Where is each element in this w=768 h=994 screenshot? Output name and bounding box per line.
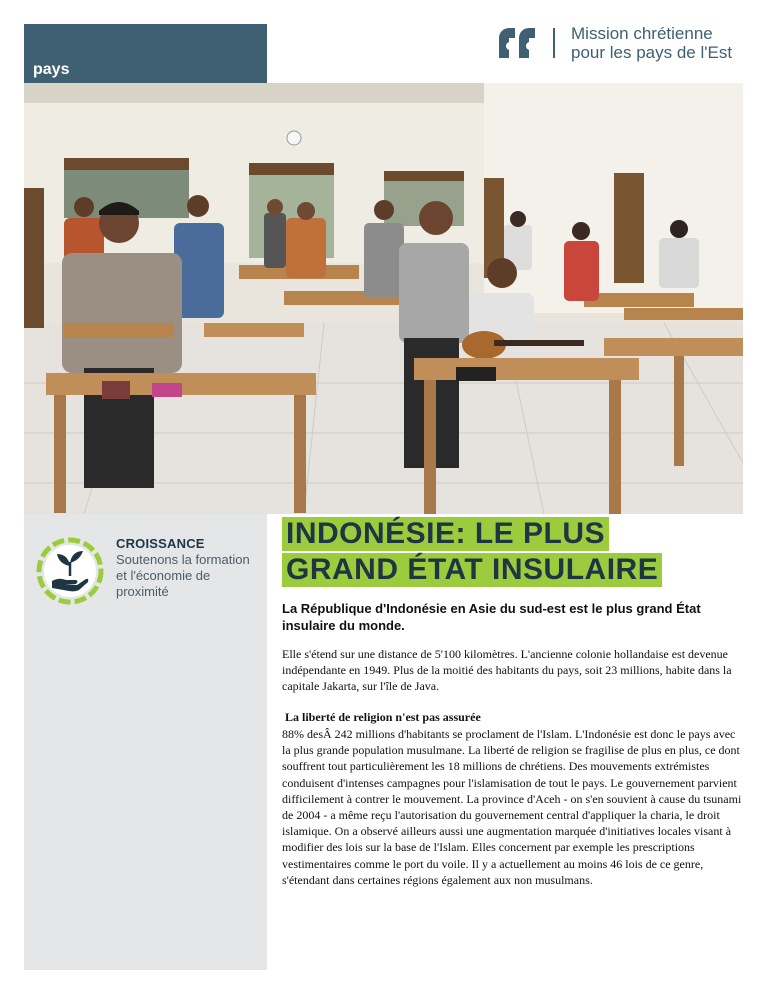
logo-mark-icon xyxy=(497,26,539,60)
article-section-title: La liberté de religion n'est pas assurée xyxy=(285,710,481,724)
logo-separator xyxy=(553,28,555,58)
category-label: pays xyxy=(33,61,70,78)
article-paragraph-2: 88% desÂ 242 millions d'habitants se proclament de l'Islam. L'Indonésie est donc le pays avec la plus grande population musulmane. La liberté de religion se fragilise de plus en plus, ce dont souffrent tout particulièrement les 18 millions de chrétiens. Des mouvements extrémistes conduisent d'intenses campagnes pour l'islamisation de tout le pays. Le gouvernement parvient difficilement à contrer le mouvement. La province d'Aceh - on s'en souvient à cause du tsunami de 2004 - a même reçu l'autorisation du gouvernement central d'appliquer la charia, le droit islamique. On a observé ailleurs aussi une augmentation marquée d'initiatives locales visant à modifier des lois sur la base de l'Islam. Elles concernent par exemple les prescriptions vestimentaires comme le port du voile. Il y a actuellement au moins 46 lois de ce genre, s'étendant dans certaines régions également aux non musulmans. xyxy=(282,727,742,887)
headline-line1: INDONÉSIE: LE PLUS xyxy=(282,517,609,551)
growth-plant-hand-icon xyxy=(35,536,105,606)
article-lead: La République d'Indonésie en Asie du sud-est est le plus grand État insulaire du monde. xyxy=(282,601,701,633)
logo-text-line1: Mission chrétienne xyxy=(571,24,713,43)
sidebar-title: CROISSANCE xyxy=(116,536,205,551)
headline-line2: GRAND ÉTAT INSULAIRE xyxy=(282,553,662,587)
sidebar-text: Soutenons la formation et l'économie de proximité xyxy=(116,552,250,599)
article-headline xyxy=(282,517,722,589)
organization-logo xyxy=(497,26,757,66)
article-paragraph-1: Elle s'étend sur une distance de 5'100 kilomètres. L'ancienne colonie hollandaise est devenue indépendante en 1949. Plus de la moitié des habitants du pays, soit 23 millions, habite dans la capitale Jakarta, sur l'île de Java. xyxy=(282,647,732,694)
classroom-photo xyxy=(24,83,743,514)
logo-text-line2: pour les pays de l'Est xyxy=(571,43,733,62)
growth-sidebar xyxy=(24,514,267,970)
